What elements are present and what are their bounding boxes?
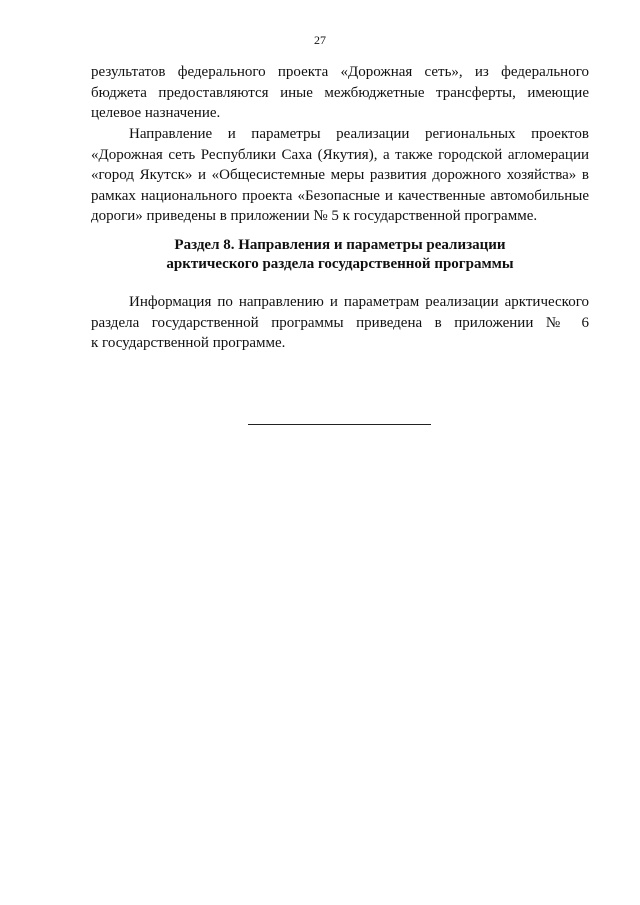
paragraph-line: Направление и параметры реализации региональных проектов — [129, 126, 589, 142]
paragraph-line: дороги» приведены в приложении № 5 к государственной программе. — [91, 208, 538, 224]
paragraph-line: результатов федерального проекта «Дорожная сеть», из федерального — [91, 64, 589, 80]
paragraph-funding — [91, 62, 589, 124]
page-number: 27 — [314, 33, 326, 47]
paragraph-line: Информация по направлению и параметрам реализации арктического — [129, 294, 589, 310]
paragraph-line: «город Якутск» и «Общесистемные меры развития дорожного хозяйства» в — [91, 167, 589, 183]
paragraph-line: к государственной программе. — [91, 335, 286, 351]
section-heading — [91, 236, 589, 274]
paragraph-line: раздела государственной программы приведена в приложении № 6 — [91, 314, 589, 331]
paragraph-regional-projects — [91, 124, 589, 227]
paragraph-line: «Дорожная сеть Республики Саха (Якутия), а также городской агломерации — [91, 146, 589, 163]
section-heading-line: Раздел 8. Направления и параметры реализации — [174, 237, 506, 253]
paragraph-arctic-section — [91, 292, 589, 354]
closing-rule — [248, 424, 431, 425]
section-heading-line: арктического раздела государственной программы — [166, 256, 514, 272]
paragraph-line: рамках национального проекта «Безопасные и качественные автомобильные — [91, 187, 589, 204]
paragraph-line: бюджета предоставляются иные межбюджетные трансферты, имеющие — [91, 84, 589, 101]
paragraph-line: целевое назначение. — [91, 105, 221, 121]
